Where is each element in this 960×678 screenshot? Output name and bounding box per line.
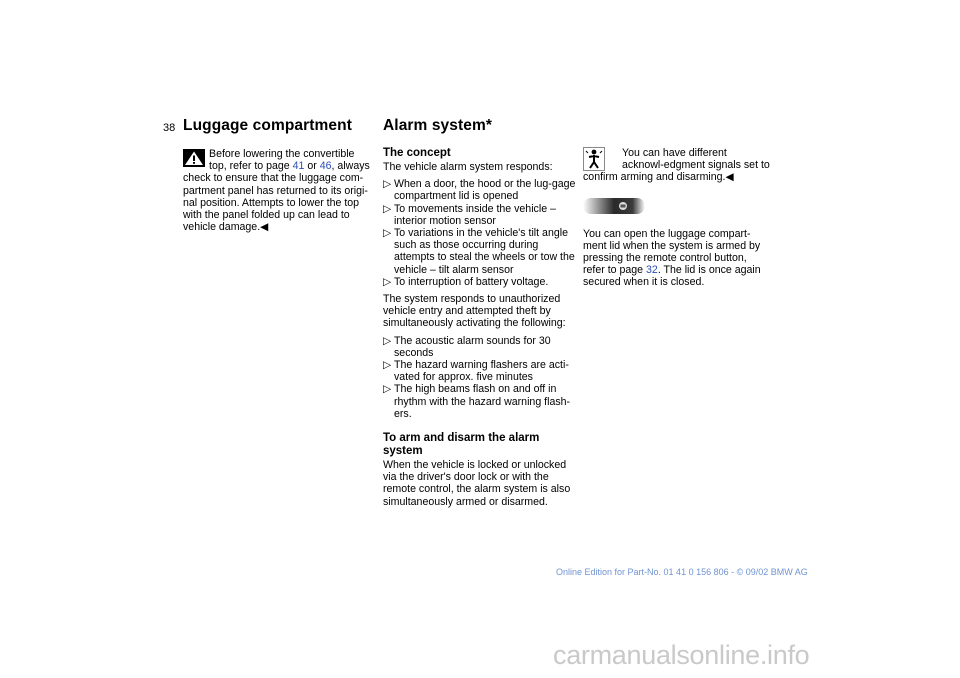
alarm-concept-column [383,147,576,513]
warning-first-lines [183,148,375,172]
page-link-46[interactable]: 46 [319,160,332,173]
arm-text: When the vehicle is locked or unlocked via the driver's door lock or with the remote control, the alarm system is also simultaneously armed or disarmed. [383,459,571,508]
luggage-warning [183,148,375,233]
list-item-text: The high beams flash on and off in rhythm with the hazard warning flash-ers. [394,383,571,420]
warning-triangle-icon [183,149,205,167]
list-item [383,359,576,383]
ack-text: You can have different acknowl-edgment signals set to confirm arming and disarming.◀ [583,147,770,184]
list-item-text: The hazard warning flashers are acti-vated for approx. five minutes [394,359,569,384]
section-title-alarm: Alarm system* [383,117,492,134]
warning-rest: check to ensure that the luggage com-partment panel has returned to its origi-nal position. Attempts to lower the top with the panel folded up can lead to vehicle damage.◀ [183,172,368,234]
warning-line-1: Before lowering the convertible [209,148,355,160]
list-item-text: To variations in the vehicle's tilt angle such as those occurring during attempts to steal the wheels or tow the vehicle – tilt alarm sensor [394,227,575,276]
list-item-text: The acoustic alarm sounds for 30 seconds [394,334,551,359]
list-item [383,335,576,359]
section-title-luggage: Luggage compartment [183,117,352,134]
remote-key-icon [583,196,645,216]
person-assist-icon [583,147,605,171]
warning-line-2 [209,160,375,172]
page-link-41[interactable]: 41 [292,160,305,173]
concept-heading: The concept [383,147,451,159]
bullet-arrow-icon: ▷ [383,359,392,372]
bullet-arrow-icon: ▷ [383,202,392,215]
activates-list [383,335,576,420]
page-link-32[interactable]: 32 [646,264,658,277]
list-item-text: To interruption of battery voltage. [394,275,549,288]
alarm-right-column [583,147,771,294]
list-item-text: To movements inside the vehicle – interior motion sensor [394,202,556,227]
list-item [383,383,576,420]
unauthorized-text: The system responds to unauthorized vehicle entry and attempted theft by simultaneously activating the following: [383,293,566,330]
warning-text: or [304,160,320,173]
list-item [383,276,576,288]
bullet-arrow-icon: ▷ [383,275,392,288]
list-item [383,178,576,202]
arm-heading: To arm and disarm the alarm system [383,432,540,458]
responds-list [383,178,576,288]
list-item [383,203,576,227]
open-lid-text [583,228,771,289]
bullet-arrow-icon: ▷ [383,178,392,191]
page-number: 38 [163,122,176,134]
open-text: You can open the luggage compart-ment lid when the system is armed by pressing the remote control button, refer to page [583,227,761,277]
warning-text: , always [331,160,370,173]
bullet-arrow-icon: ▷ [383,227,392,240]
concept-intro: The vehicle alarm system responds: [383,161,553,173]
warning-text: top, refer to page [209,160,293,173]
list-item-text: When a door, the hood or the lug-gage compartment lid is opened [394,178,576,203]
watermark: carmanualsonline.info [553,640,810,670]
bullet-arrow-icon: ▷ [383,383,392,396]
list-item [383,227,576,276]
bullet-arrow-icon: ▷ [383,334,392,347]
ack-paragraph [583,147,771,184]
footer-edition: Online Edition for Part-No. 01 41 0 156 806 - © 09/02 BMW AG [556,567,808,577]
open-text: . The lid is once again secured when it is closed. [583,264,761,289]
